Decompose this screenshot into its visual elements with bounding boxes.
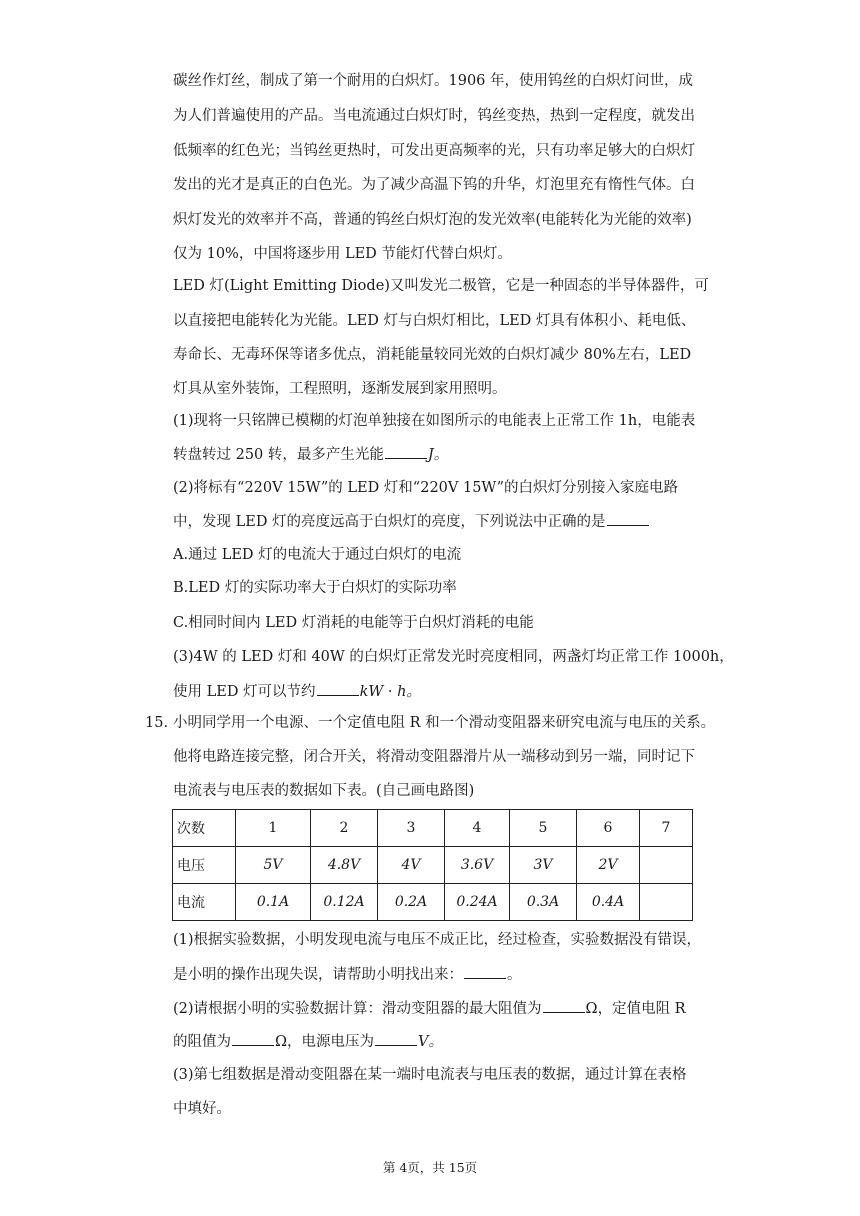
answer-blank[interactable] bbox=[543, 998, 585, 1013]
table-cell: 6 bbox=[577, 810, 640, 847]
after-line-3 bbox=[173, 998, 686, 1019]
data-table bbox=[172, 809, 693, 921]
answer-blank[interactable] bbox=[464, 964, 506, 979]
after-line-4 bbox=[173, 1031, 443, 1052]
question-2-line-1: (2)将标有“220V 15W”的 LED 灯和“220V 15W”的白炽灯分别接入家庭电路 bbox=[173, 480, 679, 496]
after-line-6: 中填好。 bbox=[173, 1101, 231, 1117]
after-text: 的阻值为 bbox=[173, 1034, 231, 1050]
table-cell: 2 bbox=[311, 810, 378, 847]
after-text: (2)请根据小明的实验数据计算：滑动变阻器的最大阻值为 bbox=[173, 1001, 542, 1017]
q15-line-3: 电流表与电压表的数据如下表。(自己画电路图) bbox=[173, 783, 475, 799]
paragraph-line-9: 寿命长、无毒环保等诸多优点，消耗能量较同光效的白炽灯减少 80%左右，LED bbox=[173, 347, 692, 363]
table-cell: 2V bbox=[577, 847, 640, 884]
question-2-text: 中，发现 LED 灯的亮度远高于白炽灯的亮度，下列说法中正确的是 bbox=[173, 514, 606, 530]
after-text: 是小明的操作出现失误，请帮助小明找出来： bbox=[173, 967, 463, 983]
after-text: Ω，电源电压为 bbox=[275, 1034, 375, 1050]
table-cell: 5 bbox=[510, 810, 577, 847]
table-cell: 4 bbox=[445, 810, 510, 847]
paragraph-line-2: 为人们普遍使用的产品。当电流通过白炽灯时，钨丝变热，热到一定程度，就发出 bbox=[173, 108, 695, 124]
table-cell: 次数 bbox=[173, 810, 236, 847]
table-cell: 3 bbox=[378, 810, 445, 847]
table-row bbox=[173, 847, 693, 884]
question-1-line-2 bbox=[173, 444, 448, 465]
table-cell: 3.6V bbox=[445, 847, 510, 884]
answer-blank[interactable] bbox=[607, 511, 649, 526]
table-cell: 0.4A bbox=[577, 884, 640, 921]
paragraph-line-8: 以直接把电能转化为光能。LED 灯与白炽灯相比，LED 灯具有体积小、耗电低、 bbox=[173, 313, 696, 329]
table-cell: 电压 bbox=[173, 847, 236, 884]
question-1-line-1: (1)现将一只铭牌已模糊的灯泡单独接在如图所示的电能表上正常工作 1h，电能表 bbox=[173, 413, 696, 429]
table-cell: 7 bbox=[640, 810, 693, 847]
paragraph-line-10: 灯具从室外装饰，工程照明，逐渐发展到家用照明。 bbox=[173, 381, 507, 397]
paragraph-line-3: 低频率的红色光；当钨丝更热时，可发出更高频率的光，只有功率足够大的白炽灯 bbox=[173, 143, 695, 159]
after-text: Ω，定值电阻 R bbox=[585, 1001, 686, 1017]
table-cell: 4V bbox=[378, 847, 445, 884]
question-3-text: 使用 LED 灯可以节约 bbox=[173, 684, 316, 700]
paragraph-line-5: 炽灯发光的效率并不高，普通的钨丝白炽灯泡的发光效率(电能转化为光能的效率) bbox=[173, 212, 692, 228]
table-cell: 0.2A bbox=[378, 884, 445, 921]
unit-suffix: kW · h。 bbox=[359, 684, 421, 700]
table-row bbox=[173, 810, 693, 847]
after-text: V。 bbox=[418, 1034, 444, 1050]
after-line-5: (3)第七组数据是滑动变阻器在某一端时电流表与电压表的数据，通过计算在表格 bbox=[173, 1067, 687, 1083]
table-cell: 0.1A bbox=[236, 884, 311, 921]
table-cell: 0.12A bbox=[311, 884, 378, 921]
question-3-line-1: (3)4W 的 LED 灯和 40W 的白炽灯正常发光时亮度相同，两盏灯均正常工作 1000h， bbox=[173, 649, 734, 665]
question-3-line-2 bbox=[173, 681, 421, 702]
option-b: B.LED 灯的实际功率大于白炽灯的实际功率 bbox=[173, 580, 457, 596]
answer-blank[interactable] bbox=[375, 1031, 417, 1046]
table-cell: 4.8V bbox=[311, 847, 378, 884]
table-row bbox=[173, 884, 693, 921]
paragraph-line-6: 仅为 10%，中国将逐步用 LED 节能灯代替白炽灯。 bbox=[173, 246, 512, 262]
paragraph-line-1: 碳丝作灯丝，制成了第一个耐用的白炽灯。1906 年，使用钨丝的白炽灯问世，成 bbox=[173, 73, 694, 89]
q15-line-2: 他将电路连接完整，闭合开关，将滑动变阻器滑片从一端移动到另一端，同时记下 bbox=[173, 749, 695, 765]
q15-line-1: 小明同学用一个电源、一个定值电阻 R 和一个滑动变阻器来研究电流与电压的关系。 bbox=[173, 715, 716, 731]
after-text: 。 bbox=[507, 967, 522, 983]
answer-blank[interactable] bbox=[232, 1031, 274, 1046]
table-cell-empty[interactable] bbox=[640, 884, 693, 921]
page-footer: 第 4页，共 15页 bbox=[382, 1160, 478, 1175]
paragraph-line-4: 发出的光才是真正的白色光。为了减少高温下钨的升华，灯泡里充有惰性气体。白 bbox=[173, 177, 695, 193]
table-cell: 电流 bbox=[173, 884, 236, 921]
after-line-2 bbox=[173, 964, 522, 985]
answer-blank[interactable] bbox=[317, 681, 359, 696]
option-a: A.通过 LED 灯的电流大于通过白炽灯的电流 bbox=[173, 547, 462, 563]
question-number: 15. bbox=[145, 715, 169, 731]
table-cell: 1 bbox=[236, 810, 311, 847]
answer-blank[interactable] bbox=[385, 444, 427, 459]
unit-suffix: J。 bbox=[427, 447, 449, 463]
table-cell: 5V bbox=[236, 847, 311, 884]
question-1-text: 转盘转过 250 转，最多产生光能 bbox=[173, 447, 384, 463]
paragraph-line-7: LED 灯(Light Emitting Diode)又叫发光二极管，它是一种固态的半导体器件，可 bbox=[173, 278, 709, 294]
after-line-1: (1)根据实验数据，小明发现电流与电压不成正比，经过检查，实验数据没有错误， bbox=[173, 932, 702, 948]
table-cell: 3V bbox=[510, 847, 577, 884]
table-cell: 0.3A bbox=[510, 884, 577, 921]
table-cell: 0.24A bbox=[445, 884, 510, 921]
question-2-line-2 bbox=[173, 511, 650, 532]
option-c: C.相同时间内 LED 灯消耗的电能等于白炽灯消耗的电能 bbox=[173, 615, 534, 631]
table-cell-empty[interactable] bbox=[640, 847, 693, 884]
